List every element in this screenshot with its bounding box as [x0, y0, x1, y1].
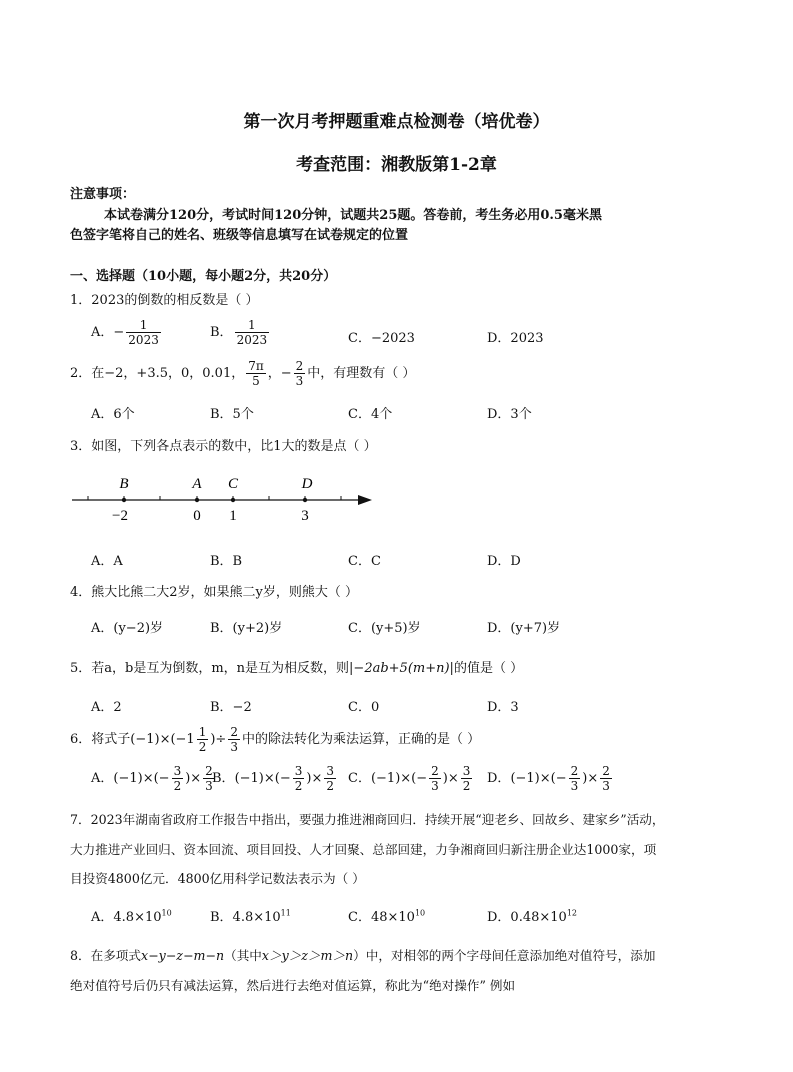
q7-option-a: A．$4.8\times 10^{10}$ — [91, 908, 172, 925]
q6-option-c: C．(−1)×(− $\frac{2}{3}$ )× $\frac{3}{2}$ — [348, 764, 471, 793]
q6-divisor-fraction: $\frac{2}{3}$ — [230, 725, 238, 754]
q8-condition: x＞y＞z＞m＞n — [261, 948, 354, 963]
q1-option-a: A．− $\frac{1}{2023}$ — [91, 318, 159, 347]
svg-text:0: 0 — [193, 508, 201, 524]
svg-text:−2: −2 — [112, 508, 128, 524]
q5-option-c: C．0 — [348, 700, 380, 715]
q1-option-d: D．2023 — [487, 331, 544, 346]
svg-text:3: 3 — [301, 508, 309, 524]
svg-text:1: 1 — [229, 508, 237, 524]
q7-option-d: D．$0.48\times 10^{12}$ — [487, 908, 577, 925]
section-heading: 一、选择题（10小题，每小题2分，共20分） — [70, 269, 337, 284]
q7-option-b: B．$4.8\times 10^{11}$ — [210, 908, 291, 925]
svg-text:D: D — [301, 476, 313, 492]
q7-line2: 大力推进产业回归、资本回流、项目回投、人才回聚、总部回建，力争湘商回归新注册企业达1000家，项 — [70, 842, 657, 857]
q5-option-a: A．2 — [91, 700, 122, 715]
q4-option-d: D．(y+7)岁 — [487, 621, 561, 636]
q4-option-a: A．(y−2)岁 — [91, 621, 164, 636]
q3-option-a: A．A — [91, 554, 123, 569]
svg-text:B: B — [119, 476, 129, 492]
q6-option-b: B．(−1)×(− $\frac{3}{2}$ )× $\frac{3}{2}$ — [212, 764, 334, 793]
q4-stem: 4．熊大比熊二大2岁，如果熊二y岁，则熊大（ ） — [70, 585, 359, 600]
q5-option-d: D．3 — [487, 700, 519, 715]
q5-expression: |−2ab+5(m+n)| — [349, 661, 454, 676]
q2-option-d: D．3个 — [487, 407, 532, 422]
notice-line1: 本试卷满分120分，考试时间120分钟，试题共25题。答卷前，考生务必用0.5毫米黑 — [104, 208, 602, 223]
q7-line1: 7．2023年湖南省政府工作报告中指出，要强力推进湘商回归．持续开展“迎老乡、回故乡、建家乡”活动， — [70, 812, 665, 827]
q3-option-d: D．D — [487, 554, 521, 569]
q8-line2: 绝对值符号后仍只有减法运算，然后进行去绝对值运算，称此为“绝对操作” 例如 — [70, 978, 516, 993]
q1-b-fraction: $\frac{1}{2023}$ — [236, 318, 268, 347]
q2-stem: 2．在−2，+3.5，0，0.01， $\frac{7\pi}{5}$ ，− $\frac{2}{3}$ 中，有理数有（ ） — [70, 359, 416, 388]
number-line-arrow — [358, 495, 372, 505]
q6-mixed-fraction: $\frac{1}{2}$ — [198, 725, 207, 754]
q1-stem: 1．2023的倒数的相反数是（ ） — [70, 293, 259, 308]
q4-option-b: B．(y+2)岁 — [210, 621, 283, 636]
q5-option-b: B．−2 — [210, 700, 252, 715]
q7-line3: 目投资4800亿元．4800亿用科学记数法表示为（ ） — [70, 871, 365, 886]
q2-option-c: C．4个 — [348, 407, 393, 422]
q2-fraction-1: $\frac{7\pi}{5}$ — [248, 359, 264, 388]
svg-text:C: C — [227, 476, 239, 492]
q1-option-b: B． $\frac{1}{2023}$ — [210, 318, 268, 347]
exam-scope: 考查范围：湘教版第1-2章 — [296, 155, 497, 175]
notice-line2: 色签字笔将自己的姓名、班级等信息填写在试卷规定的位置 — [70, 228, 409, 243]
q2-fraction-2: $\frac{2}{3}$ — [295, 359, 304, 388]
q4-option-c: C．(y+5)岁 — [348, 621, 421, 636]
q6-stem: 6．将式子(−1)×(−1 $\frac{1}{2}$ )÷ $\frac{2}{3}$ 中的除法转化为乘法运算，正确的是（ ） — [70, 725, 481, 754]
svg-text:A: A — [192, 476, 202, 492]
q3-option-b: B．B — [210, 554, 243, 569]
q8-polynomial: x−y−z−m−n — [140, 948, 225, 963]
q3-stem: 3．如图，下列各点表示的数中，比1大的数是点（ ） — [70, 439, 377, 454]
q1-a-fraction: $\frac{1}{2023}$ — [128, 318, 159, 347]
q2-option-b: B．5个 — [210, 407, 254, 422]
q1-option-c: C．−2023 — [348, 331, 415, 346]
q6-option-d: D．(−1)×(− $\frac{2}{3}$ )× $\frac{2}{3}$ — [487, 764, 610, 793]
q5-stem: 5．若a，b是互为倒数，m，n是互为相反数，则|−2ab+5(m+n)|的值是（ ） — [70, 661, 524, 676]
notice-heading: 注意事项： — [70, 187, 136, 202]
exam-title: 第一次月考押题重难点检测卷（培优卷） — [243, 112, 550, 132]
number-line-figure — [70, 470, 380, 526]
q3-option-c: C．C — [348, 554, 381, 569]
q7-option-c: C．$48\times 10^{10}$ — [348, 908, 426, 925]
q2-option-a: A．6个 — [91, 407, 135, 422]
q6-option-a: A．(−1)×(− $\frac{3}{2}$ )× $\frac{2}{3}$ — [91, 764, 213, 793]
q8-line1: 8．在多项式x−y−z−m−n（其中x＞y＞z＞m＞n）中，对相邻的两个字母间任意添加绝对值符号，添加 — [70, 948, 656, 963]
